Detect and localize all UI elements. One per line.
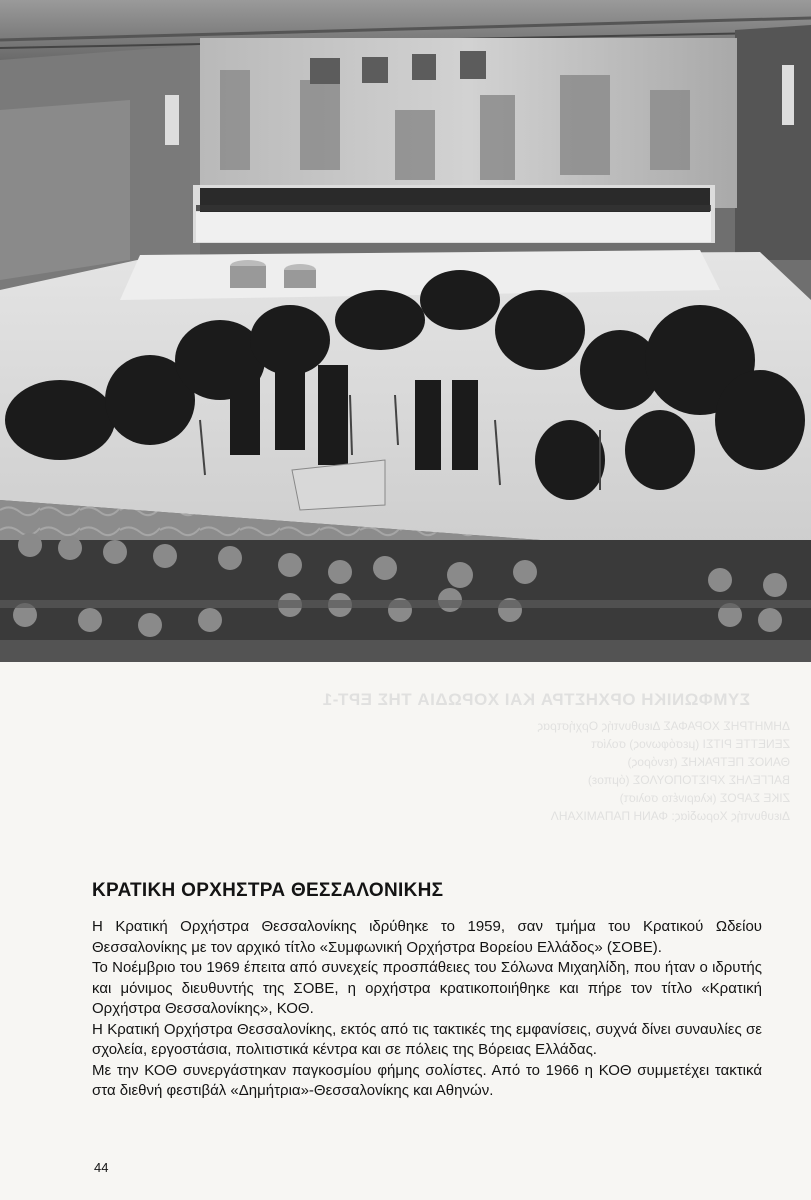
bleed-through-line: ΖΕΝΕΤΤΕ ΡΙΤΣΙ (μεσόφωνος) σολίστ [591, 737, 790, 751]
article-paragraph: Η Κρατική Ορχήστρα Θεσσαλονίκης ιδρύθηκε το 1959, σαν τμήμα του Κρατικού Ωδείου Θεσσαλονίκης με τον αρχικό τίτλο «Συμφωνική Ορχήστρα Βορείου Ελλάδος» (ΣΟΒΕ). [92, 918, 762, 956]
bleed-through-title: ΣΥΜΦΩΝΙΚΗ ΟΡΧΗΣΤΡΑ ΚΑΙ ΧΟΡΩΔΙΑ ΤΗΣ ΕΡΤ-1 [322, 690, 750, 709]
article-paragraph: Η Κρατική Ορχήστρα Θεσσαλονίκης, εκτός από τις τακτικές της εμφανίσεις, συχνά δίνει συναυλίες σε σχολεία, εργοστάσια, πολιτιστικά κέντρα και σε πόλεις της Βόρειας Ελλάδας. [92, 1020, 762, 1058]
bleed-through-line: ΘΑΝΟΣ ΠΕΤΡΑΚΗΣ (τενόρος) [627, 755, 790, 769]
bleed-through-line: Διευθυντής Χορωδίας: ΦΑΝΗ ΠΑΠΑΜΙΧΑΗΛ [550, 809, 790, 823]
bleed-through-line: ΒΑΓΓΕΛΗΣ ΧΡΙΣΤΟΠΟΥΛΟΣ (όμποε) [587, 773, 790, 787]
article-paragraph: Το Νοέμβριο του 1969 έπειτα από συνεχείς προσπάθειες του Σόλωνα Μιχαηλίδη, που ήταν ο ιδρυτής και μόνιμος διευθυντής της ΣΟΒΕ, η ορχήστρα κρατικοποιήθηκε και πήρε τον τίτλο «Κρατική Ορχήστρα Θεσσαλονίκης», ΚΟΘ. [92, 959, 762, 1017]
bleed-through-line: ΖΙΚΕ ΣΑΡΟΣ (κλαρινέτο σολιστ) [619, 791, 790, 805]
article-body [92, 917, 762, 1102]
article-title: ΚΡΑΤΙΚΗ ΟΡΧΗΣΤΡΑ ΘΕΣΣΑΛΟΝΙΚΗΣ [92, 880, 444, 901]
bleed-through-line: ΔΗΜΗΤΡΗΣ ΧΟΡΑΦΑΣ Διευθυντής Ορχήστρας [537, 719, 790, 733]
page-number: 44 [94, 1160, 109, 1175]
article-paragraph: Με την ΚΟΘ συνεργάστηκαν παγκοσμίου φήμης σολίστες. Από το 1966 η ΚΟΘ συμμετέχει τακτικά στα διεθνή φεστιβάλ «Δημήτρια»-Θεσσαλονίκης και Αθηνών. [92, 1061, 762, 1099]
bleed-through-text [150, 685, 790, 875]
